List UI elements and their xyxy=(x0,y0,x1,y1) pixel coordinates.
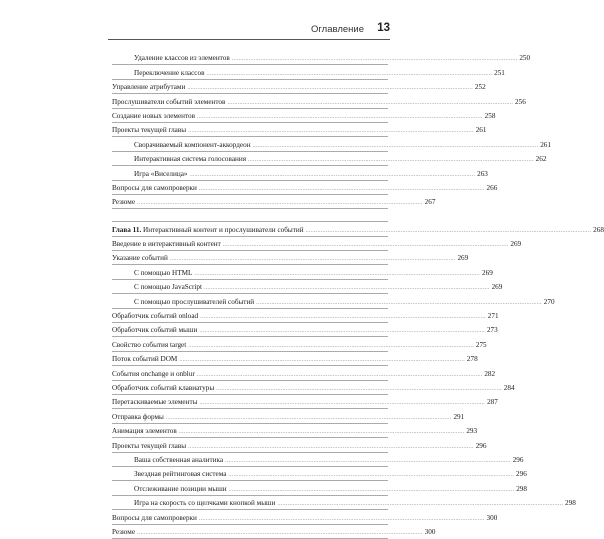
leader-dots: ........................................................................................................................................................................ xyxy=(198,515,485,522)
leader-dots: ........................................................................................................................................................................ xyxy=(216,385,502,392)
leader-dots: ........................................................................................................................................................................ xyxy=(305,227,592,234)
toc-entry-page: 273 xyxy=(486,326,498,335)
toc-entry-page: 271 xyxy=(487,312,499,321)
toc-entry xyxy=(112,137,551,151)
toc-entry-page: 296 xyxy=(475,441,487,450)
toc-entry xyxy=(112,309,499,323)
chapter-page: 268 xyxy=(593,225,604,234)
leader-dots: ........................................................................................................................................................................ xyxy=(206,70,493,77)
toc-entry xyxy=(112,496,576,510)
leader-dots: ........................................................................................................................................................................ xyxy=(199,400,486,407)
table-of-contents xyxy=(112,51,604,539)
leader-dots: ........................................................................................................................................................................ xyxy=(188,128,474,135)
leader-dots: ........................................................................................................................................................................ xyxy=(137,529,423,536)
toc-entry xyxy=(112,166,488,180)
toc-entry xyxy=(112,181,498,195)
toc-entry-title: Вопросы для самопроверки xyxy=(112,183,197,192)
toc-entry-title: Анимация элементов xyxy=(112,427,177,436)
toc-entry-page: 250 xyxy=(519,54,531,63)
toc-entry xyxy=(112,109,496,123)
toc-entry-page: 282 xyxy=(484,369,496,378)
leader-dots: ........................................................................................................................................................................ xyxy=(198,185,485,192)
toc-entry-title: Перетаскиваемые элементы xyxy=(112,398,198,407)
toc-entry-page: 275 xyxy=(475,340,487,349)
toc-entry-page: 266 xyxy=(486,183,498,192)
toc-entry-title: Обработчик событий onload xyxy=(112,312,199,321)
leader-dots: ........................................................................................................................................................................ xyxy=(227,99,514,106)
toc-entry-title: События onchange и onblur xyxy=(112,369,195,378)
leader-dots: ........................................................................................................................................................................ xyxy=(200,314,486,321)
leader-dots: ........................................................................................................................................................................ xyxy=(169,256,456,263)
toc-entry-page: 261 xyxy=(540,140,551,149)
toc-spacer xyxy=(112,209,388,222)
toc-entry xyxy=(112,337,487,351)
toc-entry-title: Проекты текущей главы xyxy=(112,441,187,450)
page-number: 13 xyxy=(377,22,390,34)
toc-entry-title: Управление атрибутами xyxy=(112,83,186,92)
toc-entry-title: Игра на скорость со щелчками кнопкой мыши xyxy=(134,499,276,508)
leader-dots: ........................................................................................................................................................................ xyxy=(189,171,476,178)
leader-dots: ........................................................................................................................................................................ xyxy=(228,486,515,493)
toc-entry xyxy=(112,80,486,94)
leader-dots: ........................................................................................................................................................................ xyxy=(199,328,485,335)
toc-entry-page: 269 xyxy=(491,283,503,292)
toc-entry-title: Отслеживание позиции мыши xyxy=(134,484,227,493)
running-section-title: Оглавление xyxy=(311,24,364,35)
leader-dots: ........................................................................................................................................................................ xyxy=(196,371,483,378)
toc-entry-title: Игра «Виселица» xyxy=(134,169,188,178)
toc-entry-page: 293 xyxy=(466,427,478,436)
leader-dots: ........................................................................................................................................................................ xyxy=(137,200,423,207)
toc-entry xyxy=(112,481,527,495)
toc-entry-title: Свойство события target xyxy=(112,340,187,349)
toc-entry-page: 269 xyxy=(457,254,469,263)
leader-dots: ........................................................................................................................................................................ xyxy=(228,472,515,479)
toc-entry xyxy=(112,294,555,308)
toc-entry-page: 258 xyxy=(484,111,496,120)
toc-entry xyxy=(112,323,498,337)
toc-entry-title: С помощью прослушивателей событий xyxy=(134,297,255,306)
leader-dots: ........................................................................................................................................................................ xyxy=(256,299,542,306)
toc-entry-title: Сворачиваемый компонент-аккордеон xyxy=(134,140,251,149)
toc-entry xyxy=(112,280,503,294)
toc-entry-page: 278 xyxy=(466,355,478,364)
leader-dots: ........................................................................................................................................................................ xyxy=(225,457,511,464)
toc-entry xyxy=(112,195,436,209)
toc-entry-page: 287 xyxy=(487,398,498,407)
toc-entry-page: 267 xyxy=(424,198,436,207)
toc-entry xyxy=(112,366,496,380)
toc-entry-title: Ваша собственная аналитика xyxy=(134,455,224,464)
toc-entry-title: Указание событий xyxy=(112,254,168,263)
toc-entry xyxy=(112,381,515,395)
leader-dots: ........................................................................................................................................................................ xyxy=(194,270,480,277)
toc-entry-page: 263 xyxy=(477,169,488,178)
toc-entry-title: Введение в интерактивный контент xyxy=(112,240,221,249)
toc-entry-page: 296 xyxy=(512,455,524,464)
leader-dots: ........................................................................................................................................................................ xyxy=(179,357,465,364)
toc-entry xyxy=(112,467,527,481)
leader-dots: ........................................................................................................................................................................ xyxy=(222,242,509,249)
leader-dots: ........................................................................................................................................................................ xyxy=(248,157,534,164)
toc-entry-title: Создание новых элементов xyxy=(112,111,196,120)
chapter-label: Глава 11. xyxy=(112,225,142,234)
toc-block-2 xyxy=(112,237,576,539)
toc-entry-title: Удаление классов из элементов xyxy=(134,54,230,63)
leader-dots: ........................................................................................................................................................................ xyxy=(188,342,474,349)
toc-entry xyxy=(112,424,478,438)
toc-entry-page: 284 xyxy=(503,383,515,392)
toc-entry xyxy=(112,152,547,166)
toc-entry-page: 296 xyxy=(516,470,527,479)
toc-entry-title: С помощью JavaScript xyxy=(134,283,202,292)
toc-entry xyxy=(112,94,526,108)
toc-entry-title: Звездная рейтинговая система xyxy=(134,470,227,479)
toc-entry-page: 261 xyxy=(475,126,487,135)
toc-entry-page: 291 xyxy=(453,412,465,421)
toc-block-1 xyxy=(112,51,551,209)
leader-dots: ........................................................................................................................................................................ xyxy=(203,285,490,292)
toc-entry-title: Отправка формы xyxy=(112,412,164,421)
leader-dots: ........................................................................................................................................................................ xyxy=(277,501,564,508)
toc-entry-title: Переключение классов xyxy=(134,68,205,77)
toc-entry-title: Резюме xyxy=(112,527,136,536)
toc-entry xyxy=(112,453,524,467)
toc-entry xyxy=(112,510,498,524)
toc-entry-page: 269 xyxy=(482,268,493,277)
toc-entry-title: С помощью HTML xyxy=(134,268,193,277)
toc-entry xyxy=(112,525,436,539)
leader-dots: ........................................................................................................................................................................ xyxy=(252,142,539,149)
toc-entry-page: 256 xyxy=(515,97,526,106)
toc-entry-title: Интерактивная система голосования xyxy=(134,155,247,164)
chapter-entry xyxy=(112,222,604,236)
toc-entry-page: 262 xyxy=(535,155,547,164)
leader-dots: ........................................................................................................................................................................ xyxy=(178,429,465,436)
toc-entry xyxy=(112,251,469,265)
leader-dots: ........................................................................................................................................................................ xyxy=(188,443,474,450)
toc-entry xyxy=(112,438,487,452)
toc-entry-page: 300 xyxy=(424,527,436,536)
toc-entry xyxy=(112,265,493,279)
toc-entry xyxy=(112,352,478,366)
toc-entry-title: Обработчик событий мыши xyxy=(112,326,198,335)
toc-entry-page: 298 xyxy=(516,484,527,493)
toc-entry-title: Проекты текущей главы xyxy=(112,126,187,135)
page-header xyxy=(108,23,390,40)
toc-entry-title: Поток событий DOM xyxy=(112,355,178,364)
toc-entry-title: Обработчик событий клавиатуры xyxy=(112,383,215,392)
toc-entry xyxy=(112,409,465,423)
toc-entry xyxy=(112,395,498,409)
toc-entry-title: Прослушиватели событий элементов xyxy=(112,97,226,106)
chapter-title xyxy=(112,225,305,236)
toc-entry-page: 252 xyxy=(474,83,486,92)
toc-entry-page: 269 xyxy=(510,240,522,249)
leader-dots: ........................................................................................................................................................................ xyxy=(187,85,473,92)
chapter-name: Интерактивный контент и прослушиватели событий xyxy=(143,225,304,234)
toc-entry-page: 270 xyxy=(543,297,555,306)
toc-entry-title: Резюме xyxy=(112,198,136,207)
toc-entry xyxy=(112,237,522,251)
toc-entry-page: 251 xyxy=(494,68,505,77)
toc-entry-page: 298 xyxy=(565,499,576,508)
leader-dots: ........................................................................................................................................................................ xyxy=(197,113,483,120)
leader-dots: ........................................................................................................................................................................ xyxy=(165,414,452,421)
toc-entry-page: 300 xyxy=(486,513,498,522)
toc-entry-title: Вопросы для самопроверки xyxy=(112,513,197,522)
toc-entry xyxy=(112,123,487,137)
toc-entry xyxy=(112,51,531,65)
toc-entry xyxy=(112,65,505,79)
leader-dots: ........................................................................................................................................................................ xyxy=(231,56,518,63)
